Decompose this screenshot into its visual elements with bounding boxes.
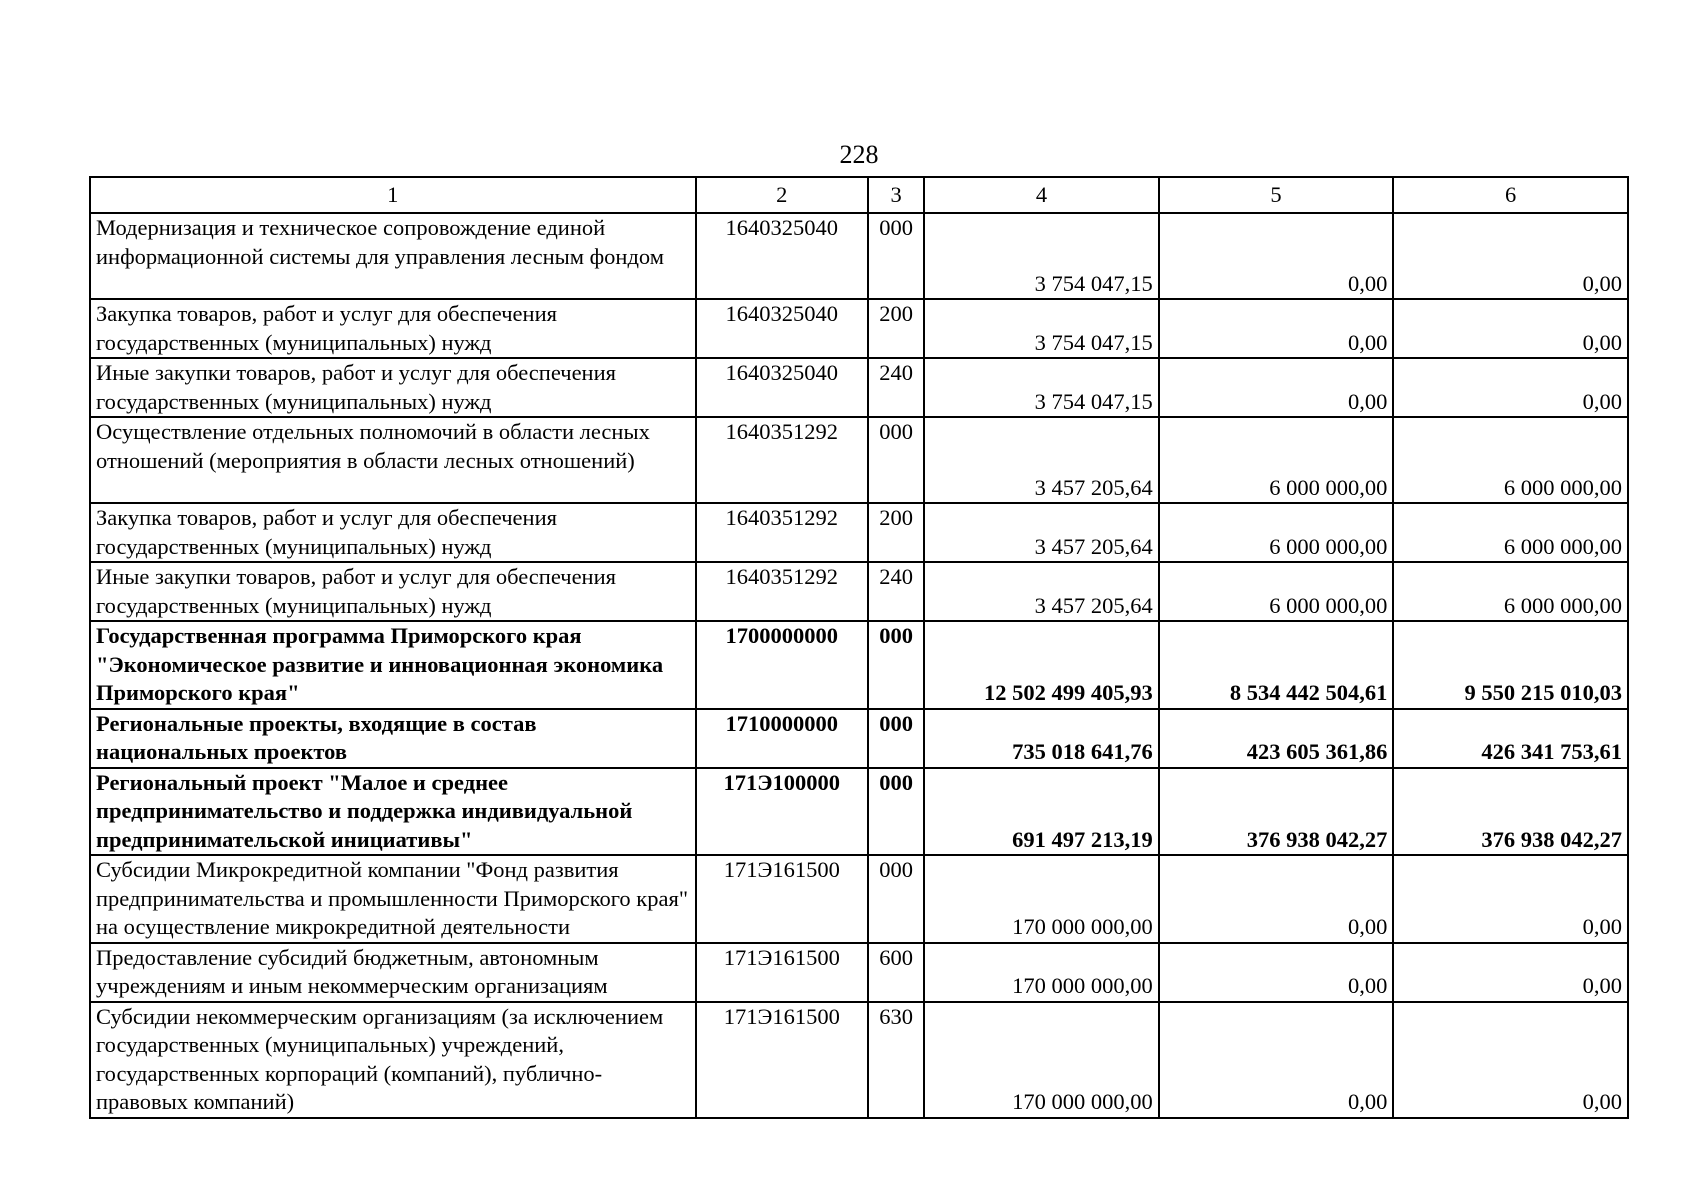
row-value-6: 376 938 042,27 <box>1393 768 1628 856</box>
row-type: 240 <box>868 562 924 621</box>
row-value-5: 0,00 <box>1159 358 1394 417</box>
row-value-4: 12 502 499 405,93 <box>924 621 1159 709</box>
row-value-5: 0,00 <box>1159 299 1394 358</box>
row-name: Государственная программа Приморского края "Экономическое развитие и инновационная экономика Приморского края" <box>90 621 696 709</box>
row-name: Субсидии некоммерческим организациям (за исключением государственных (муниципальных) учреждений, государственных корпораций (компаний), публично-правовых компаний) <box>90 1002 696 1118</box>
column-header-1: 1 <box>90 177 696 213</box>
row-value-6: 0,00 <box>1393 299 1628 358</box>
row-type: 630 <box>868 1002 924 1118</box>
row-type: 000 <box>868 213 924 299</box>
row-value-6: 0,00 <box>1393 943 1628 1002</box>
row-type: 600 <box>868 943 924 1002</box>
row-name: Региональные проекты, входящие в состав национальных проектов <box>90 709 696 768</box>
row-code: 171Э161500 <box>696 855 868 943</box>
row-value-6: 0,00 <box>1393 358 1628 417</box>
table-row <box>90 621 1628 709</box>
row-code: 1710000000 <box>696 709 868 768</box>
row-value-4: 3 457 205,64 <box>924 417 1159 503</box>
row-value-4: 3 754 047,15 <box>924 213 1159 299</box>
row-code: 171Э100000 <box>696 768 868 856</box>
row-type: 200 <box>868 299 924 358</box>
table-row <box>90 417 1628 503</box>
row-value-4: 170 000 000,00 <box>924 855 1159 943</box>
row-value-5: 0,00 <box>1159 1002 1394 1118</box>
table-row <box>90 358 1628 417</box>
row-value-5: 0,00 <box>1159 855 1394 943</box>
table-row <box>90 503 1628 562</box>
row-code: 1640325040 <box>696 358 868 417</box>
row-value-5: 8 534 442 504,61 <box>1159 621 1394 709</box>
row-value-6: 6 000 000,00 <box>1393 503 1628 562</box>
row-value-4: 3 754 047,15 <box>924 299 1159 358</box>
column-header-2: 2 <box>696 177 868 213</box>
row-name: Закупка товаров, работ и услуг для обеспечения государственных (муниципальных) нужд <box>90 299 696 358</box>
header-row <box>90 177 1628 213</box>
column-header-6: 6 <box>1393 177 1628 213</box>
row-type: 200 <box>868 503 924 562</box>
row-code: 1640351292 <box>696 562 868 621</box>
row-value-4: 170 000 000,00 <box>924 943 1159 1002</box>
row-value-4: 170 000 000,00 <box>924 1002 1159 1118</box>
row-name: Иные закупки товаров, работ и услуг для обеспечения государственных (муниципальных) нужд <box>90 562 696 621</box>
row-value-5: 376 938 042,27 <box>1159 768 1394 856</box>
row-value-5: 6 000 000,00 <box>1159 562 1394 621</box>
row-value-6: 0,00 <box>1393 1002 1628 1118</box>
row-name: Осуществление отдельных полномочий в области лесных отношений (мероприятия в области лесных отношений) <box>90 417 696 503</box>
row-type: 240 <box>868 358 924 417</box>
row-value-5: 6 000 000,00 <box>1159 503 1394 562</box>
row-code: 171Э161500 <box>696 943 868 1002</box>
column-header-4: 4 <box>924 177 1159 213</box>
table-row <box>90 943 1628 1002</box>
row-name: Субсидии Микрокредитной компании "Фонд развития предпринимательства и промышленности Приморского края" на осуществление микрокредитной деятельности <box>90 855 696 943</box>
table-row <box>90 709 1628 768</box>
row-code: 1640351292 <box>696 417 868 503</box>
row-value-6: 9 550 215 010,03 <box>1393 621 1628 709</box>
row-value-6: 426 341 753,61 <box>1393 709 1628 768</box>
row-value-6: 6 000 000,00 <box>1393 417 1628 503</box>
row-value-4: 3 457 205,64 <box>924 503 1159 562</box>
row-name: Модернизация и техническое сопровождение единой информационной системы для управления лесным фондом <box>90 213 696 299</box>
table-row <box>90 768 1628 856</box>
table-body <box>90 213 1628 1118</box>
row-code: 1700000000 <box>696 621 868 709</box>
row-value-5: 6 000 000,00 <box>1159 417 1394 503</box>
row-value-4: 3 754 047,15 <box>924 358 1159 417</box>
row-code: 171Э161500 <box>696 1002 868 1118</box>
table-row <box>90 1002 1628 1118</box>
row-code: 1640351292 <box>696 503 868 562</box>
row-type: 000 <box>868 709 924 768</box>
row-code: 1640325040 <box>696 213 868 299</box>
row-type: 000 <box>868 855 924 943</box>
column-header-5: 5 <box>1159 177 1394 213</box>
table-row <box>90 213 1628 299</box>
row-code: 1640325040 <box>696 299 868 358</box>
row-name: Региональный проект "Малое и среднее предпринимательство и поддержка индивидуальной предпринимательской инициативы" <box>90 768 696 856</box>
row-name: Предоставление субсидий бюджетным, автономным учреждениям и иным некоммерческим организациям <box>90 943 696 1002</box>
table-row <box>90 562 1628 621</box>
row-type: 000 <box>868 768 924 856</box>
page-number: 228 <box>839 140 879 169</box>
row-value-4: 3 457 205,64 <box>924 562 1159 621</box>
row-value-6: 0,00 <box>1393 855 1628 943</box>
column-header-3: 3 <box>868 177 924 213</box>
table-row <box>90 299 1628 358</box>
row-value-5: 0,00 <box>1159 213 1394 299</box>
budget-table <box>89 176 1629 1119</box>
row-value-5: 423 605 361,86 <box>1159 709 1394 768</box>
row-type: 000 <box>868 621 924 709</box>
row-value-6: 0,00 <box>1393 213 1628 299</box>
row-value-6: 6 000 000,00 <box>1393 562 1628 621</box>
row-name: Иные закупки товаров, работ и услуг для обеспечения государственных (муниципальных) нужд <box>90 358 696 417</box>
row-value-4: 691 497 213,19 <box>924 768 1159 856</box>
row-type: 000 <box>868 417 924 503</box>
row-name: Закупка товаров, работ и услуг для обеспечения государственных (муниципальных) нужд <box>90 503 696 562</box>
row-value-4: 735 018 641,76 <box>924 709 1159 768</box>
table-row <box>90 855 1628 943</box>
row-value-5: 0,00 <box>1159 943 1394 1002</box>
